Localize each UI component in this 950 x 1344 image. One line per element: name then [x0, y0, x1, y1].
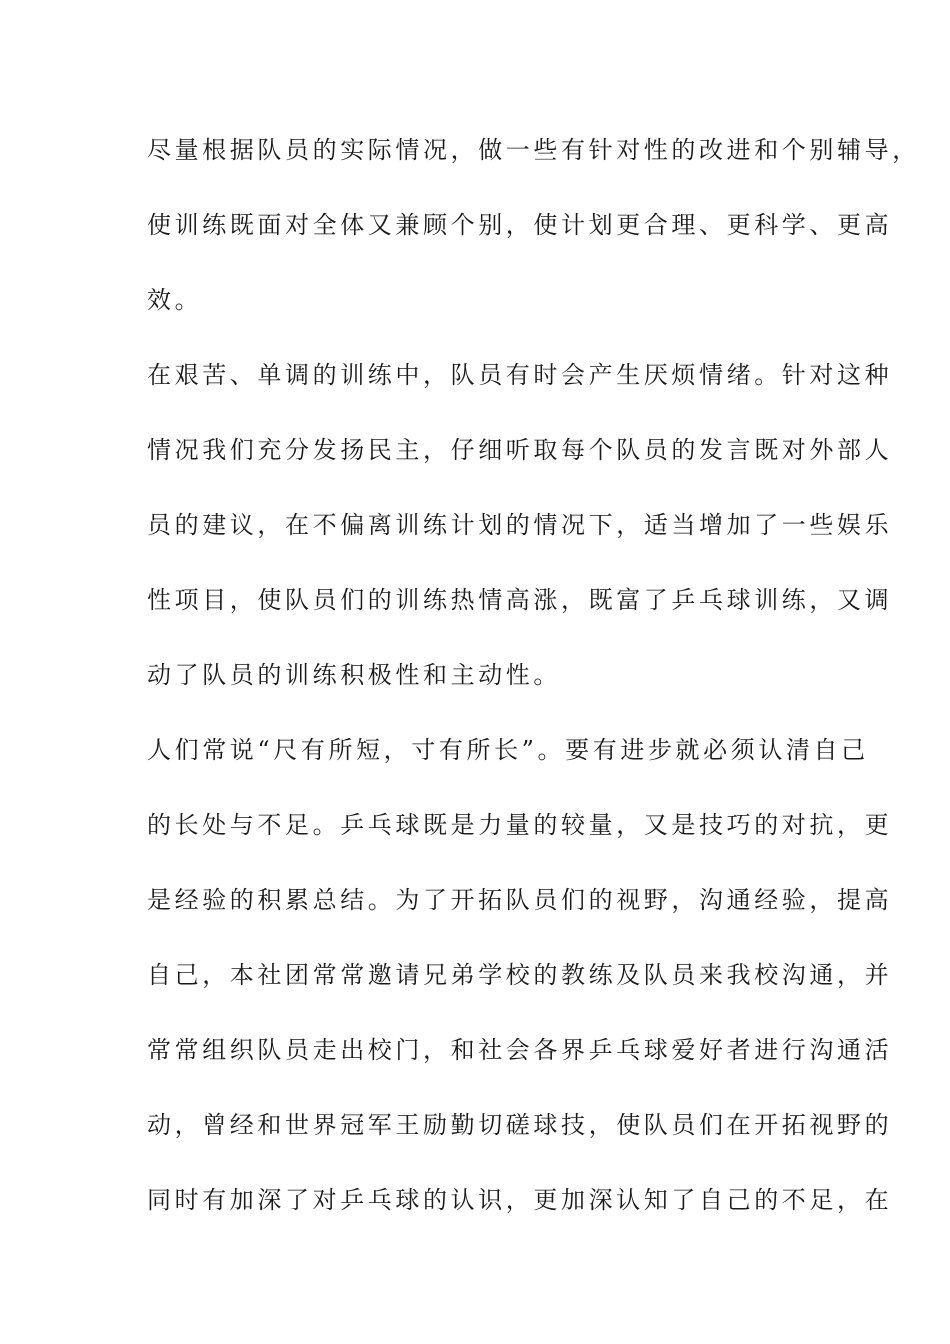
- text-line: 员的建议，在不偏离训练计划的情况下，适当增加了一些娱乐: [147, 511, 893, 539]
- text-line: 尽量根据队员的实际情况，做一些有针对性的改进和个别辅导，: [147, 136, 920, 164]
- text-line: 人们常说“尺有所短，寸有所长”。要有进步就必须认清自己: [147, 736, 869, 764]
- text-line: 使训练既面对全体又兼顾个别，使计划更合理、更科学、更高: [147, 211, 893, 239]
- text-line: 在艰苦、单调的训练中，队员有时会产生厌烦情绪。针对这种: [147, 361, 893, 389]
- text-line: 效。: [147, 286, 203, 314]
- text-line: 常常组织队员走出校门，和社会各界乒乓球爱好者进行沟通活: [147, 1036, 893, 1064]
- text-line: 动，曾经和世界冠军王励勤切磋球技，使队员们在开拓视野的: [147, 1111, 893, 1139]
- text-line: 是经验的积累总结。为了开拓队员们的视野，沟通经验，提高: [147, 886, 893, 914]
- text-line: 的长处与不足。乒乓球既是力量的较量，又是技巧的对抗，更: [147, 811, 893, 839]
- text-line: 自己，本社团常常邀请兄弟学校的教练及队员来我校沟通，并: [147, 961, 893, 989]
- text-line: 性项目，使队员们的训练热情高涨，既富了乒乓球训练，又调: [147, 586, 893, 614]
- text-line: 情况我们充分发扬民主，仔细听取每个队员的发言既对外部人: [147, 436, 893, 464]
- text-line: 同时有加深了对乒乓球的认识，更加深认知了自己的不足，在: [147, 1186, 893, 1214]
- body-text: [147, 130, 920, 1255]
- text-line: 动了队员的训练积极性和主动性。: [147, 661, 561, 689]
